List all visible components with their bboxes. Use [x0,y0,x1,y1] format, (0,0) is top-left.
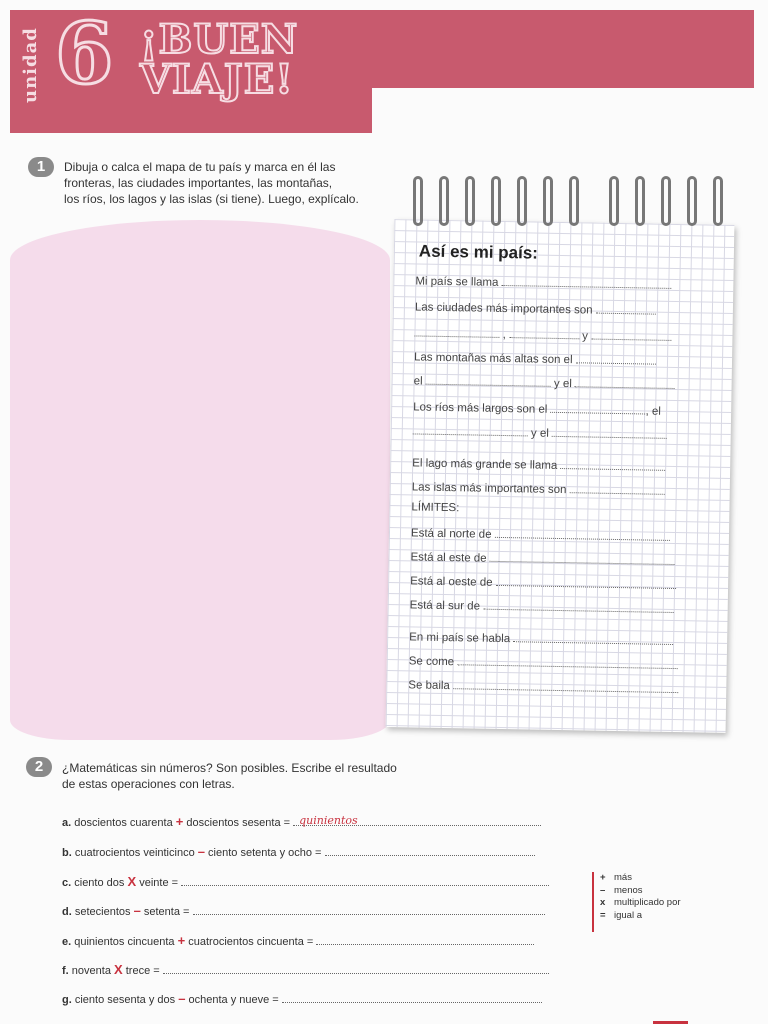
spiral-ring [569,176,579,226]
title-line-2: VIAJE! [140,56,294,103]
instruction-line: Dibuja o calca el mapa de tu país y marca en él las [64,160,336,174]
legend-row: x multiplicado por [600,897,681,908]
mountains-line-2: el y el [414,373,676,392]
title-line-1: ¡BUEN [140,16,299,63]
dance-blank[interactable] [453,678,678,693]
limits-label: LÍMITES: [411,501,460,515]
exercise-1-number: 1 [28,157,54,177]
operation-row-g: g. ciento sesenta y dos – ochenta y nueve = [62,991,542,1006]
answer-blank-c[interactable] [181,875,549,886]
spiral-ring [413,176,423,226]
cities-line-2: , y [414,325,671,343]
spiral-ring [543,176,553,226]
instruction-line: los ríos, los lagos y las islas (si tiene). Luego, explícalo. [64,192,359,206]
map-drawing-area[interactable] [10,220,390,740]
cities-blank[interactable] [596,303,656,315]
north-line: Está al norte de [411,525,670,544]
page-title [140,16,299,103]
operations-legend [592,872,708,932]
lake-blank[interactable] [560,458,665,471]
legend-row: + más [600,872,632,883]
answer-blank-a[interactable] [293,815,541,826]
south-line: Está al sur de [410,597,674,616]
spiral-ring [609,176,619,226]
east-blank[interactable] [490,551,675,565]
header-banner [10,10,754,88]
mountains-line: Las montañas más altas son el [414,349,656,367]
mountain-blank-2[interactable] [426,374,551,387]
river-blank-1[interactable] [551,402,646,415]
north-blank[interactable] [495,527,670,541]
exercise-1-instruction [64,159,359,207]
lake-line: El lago más grande se llama [412,455,666,473]
rivers-line-2: y el [413,423,668,441]
spiral-ring [661,176,671,226]
country-name-line: Mi país se llama [415,273,672,291]
instruction-line: de estas operaciones con letras. [62,777,235,791]
instruction-line: ¿Matemáticas sin números? Son posibles. Escribe el resultado [62,761,397,775]
notebook-card [386,219,735,733]
exercise-2-number: 2 [26,757,52,777]
spiral-ring [491,176,501,226]
instruction-line: fronteras, las ciudades importantes, las montañas, [64,176,333,190]
islands-line: Las islas más importantes son [412,479,665,497]
mountain-blank-3[interactable] [575,376,675,389]
operation-row-b: b. cuatrocientos veinticinco – ciento setenta y ocho = [62,844,535,859]
rivers-line: Los ríos más largos son el , el [413,401,662,418]
city-blank-2[interactable] [509,327,579,339]
operation-row-a: a. doscientos cuarenta + doscientos sesenta = quinientos [62,814,541,829]
cities-line: Las ciudades más importantes son [415,299,656,317]
answer-handwritten-a: quinientos [299,814,358,827]
legend-row: – menos [600,884,643,896]
legend-row: = igual a [600,909,642,921]
notebook-heading: Así es mi país: [418,241,539,263]
city-blank-1[interactable] [414,325,499,337]
answer-blank-d[interactable] [193,904,545,915]
operation-row-e: e. quinientos cincuenta + cuatrocientos cincuenta = [62,933,534,948]
language-blank[interactable] [513,631,673,645]
operation-row-c: c. ciento dos X veinte = [62,874,549,889]
spiral-ring [635,176,645,226]
spiral-ring [517,176,527,226]
river-blank-3[interactable] [552,426,667,439]
answer-blank-g[interactable] [282,992,542,1003]
answer-blank-b[interactable] [325,845,535,856]
notebook-spiral [405,176,735,231]
city-blank-3[interactable] [591,329,671,341]
spiral-ring [439,176,449,226]
country-name-blank[interactable] [502,275,672,289]
west-line: Está al oeste de [410,573,676,592]
unit-label: unidad [20,27,41,103]
spiral-ring [713,176,723,226]
language-line: En mi país se habla [409,629,673,648]
river-blank-2[interactable] [413,423,528,436]
answer-blank-e[interactable] [316,934,534,945]
operation-row-f: f. noventa X trece = [62,962,549,977]
islands-blank[interactable] [570,482,665,495]
food-blank[interactable] [457,654,677,669]
spiral-ring [687,176,697,226]
operation-row-d: d. setecientos – setenta = [62,903,545,918]
west-blank[interactable] [496,575,676,589]
south-blank[interactable] [483,599,673,613]
east-line: Está al este de [410,549,674,568]
answer-blank-f[interactable] [163,963,549,974]
food-line: Se come [409,653,678,672]
mountain-blank-1[interactable] [576,352,656,364]
spiral-ring [465,176,475,226]
dance-line: Se baila [408,677,678,696]
exercise-2-instruction [62,760,397,792]
unit-number: 6 [55,4,114,103]
